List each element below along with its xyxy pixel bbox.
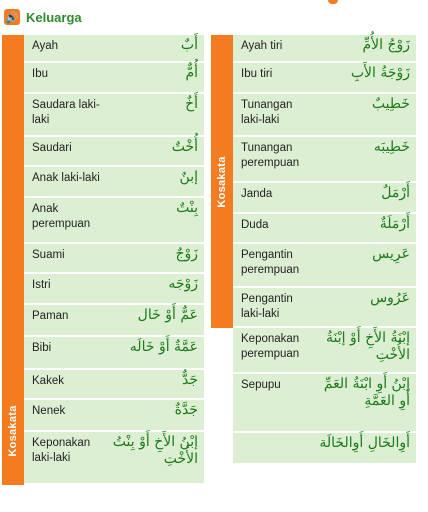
latin-term: Ibu: [32, 68, 48, 80]
arabic-term: زَوْجٌ: [175, 246, 198, 262]
vocab-row: [24, 198, 204, 244]
vocab-row: [24, 63, 204, 94]
vocab-row: [24, 370, 204, 400]
vocab-row: [233, 244, 416, 288]
latin-term: Duda: [241, 219, 269, 231]
arabic-term: إبْنَةُ الأَخِ أَوْ إبْنَةُ الأُخْتِ: [326, 330, 410, 363]
latin-term: Tunangan laki-laki: [241, 99, 293, 126]
latin-term: Pengantin laki-laki: [241, 293, 293, 320]
vocab-row: [24, 94, 204, 137]
latin-term: Nenek: [32, 405, 66, 417]
vocab-row: [24, 432, 204, 485]
arabic-term: أُمٌّ: [185, 65, 198, 81]
vocab-row: [24, 137, 204, 167]
arabic-term: أَخٌ: [185, 96, 198, 112]
arabic-term: إبْنُ الأَخِ أَوْ بِنْتُ الأُخْتِ: [112, 434, 198, 467]
latin-term: Pengantin perempuan: [241, 249, 300, 276]
arabic-term: بِنْتٌ: [176, 200, 198, 216]
tab-label: Kosakata: [216, 155, 228, 208]
speaker-icon[interactable]: 🔊: [4, 9, 20, 25]
latin-term: Saudari: [32, 142, 72, 154]
vocab-row: [233, 63, 416, 94]
section-header: [4, 4, 82, 30]
latin-term: Paman: [32, 310, 69, 322]
vocab-row: [233, 374, 416, 433]
kosakata-tab-right: [211, 35, 233, 328]
latin-term: Ayah tiri: [241, 40, 283, 52]
arabic-term: أَرْمَلَةٌ: [379, 216, 410, 232]
vocab-row: [233, 328, 416, 374]
arabic-term: خَطِيبٌ: [371, 96, 410, 112]
vocab-row: [24, 305, 204, 337]
latin-term: Keponakan perempuan: [241, 333, 300, 360]
arabic-term: أُخْتٌ: [171, 139, 198, 155]
arabic-term: أَوِالخَالِ أَوِالخَالَة: [319, 435, 410, 451]
vocab-row: [24, 35, 204, 63]
arabic-term: عَمَّةٌ أَوْ خَالَه: [129, 339, 198, 355]
arabic-term: إبنٌ: [179, 169, 198, 185]
vocab-row: [24, 274, 204, 305]
latin-term: Sepupu: [241, 379, 281, 391]
latin-term: Kakek: [32, 375, 64, 387]
arabic-term: أَرْمَلٌ: [381, 185, 410, 201]
arabic-term: عَمٌّ أَوْ خَال: [137, 307, 198, 323]
arabic-term: زَوْجَه: [168, 276, 198, 292]
arabic-term: إبْنُ أَوِ ابْنَةُ العَمِّ أَوِ العَمَّةِ: [323, 376, 410, 409]
arabic-term: زَوْجُ الأُمِّ: [362, 37, 410, 53]
latin-term: Anak perempuan: [32, 203, 91, 230]
arabic-term: جَدَّةٌ: [174, 402, 198, 418]
arabic-term: خَطِيبَه: [373, 139, 410, 155]
arabic-term: جَدٌّ: [181, 372, 198, 388]
latin-term: Suami: [32, 249, 65, 261]
arabic-term: عَرُوس: [370, 290, 410, 306]
vocab-row: [233, 183, 416, 214]
vocab-row: [24, 400, 204, 432]
tab-label: Kosakata: [7, 405, 19, 457]
arabic-term: عَرِيس: [372, 246, 410, 262]
latin-term: Keponakan laki-laki: [32, 437, 91, 464]
latin-term: Anak laki-laki: [32, 172, 100, 184]
latin-term: Saudara laki- laki: [32, 99, 100, 126]
kosakata-tab-left: [2, 35, 24, 485]
latin-term: Ayah: [32, 40, 59, 52]
vocab-row: [233, 137, 416, 183]
latin-term: Ibu tiri: [241, 68, 273, 80]
vocab-row: [24, 337, 204, 370]
vocab-row: [24, 244, 204, 274]
vocab-row: [233, 214, 416, 244]
vocab-row: [233, 288, 416, 328]
arabic-term: زَوْجَةُ الأَبِ: [350, 65, 410, 81]
vocab-row: [24, 167, 204, 198]
latin-term: Janda: [241, 188, 273, 200]
section-title: Keluarga: [26, 9, 82, 25]
vocab-row: [233, 433, 416, 465]
latin-term: Istri: [32, 279, 51, 291]
latin-term: Bibi: [32, 342, 52, 354]
latin-term: Tunangan perempuan: [241, 142, 300, 169]
top-decoration: [328, 0, 338, 4]
vocab-row: [233, 35, 416, 63]
arabic-term: أَبٌ: [180, 37, 198, 53]
vocab-row: [233, 94, 416, 137]
